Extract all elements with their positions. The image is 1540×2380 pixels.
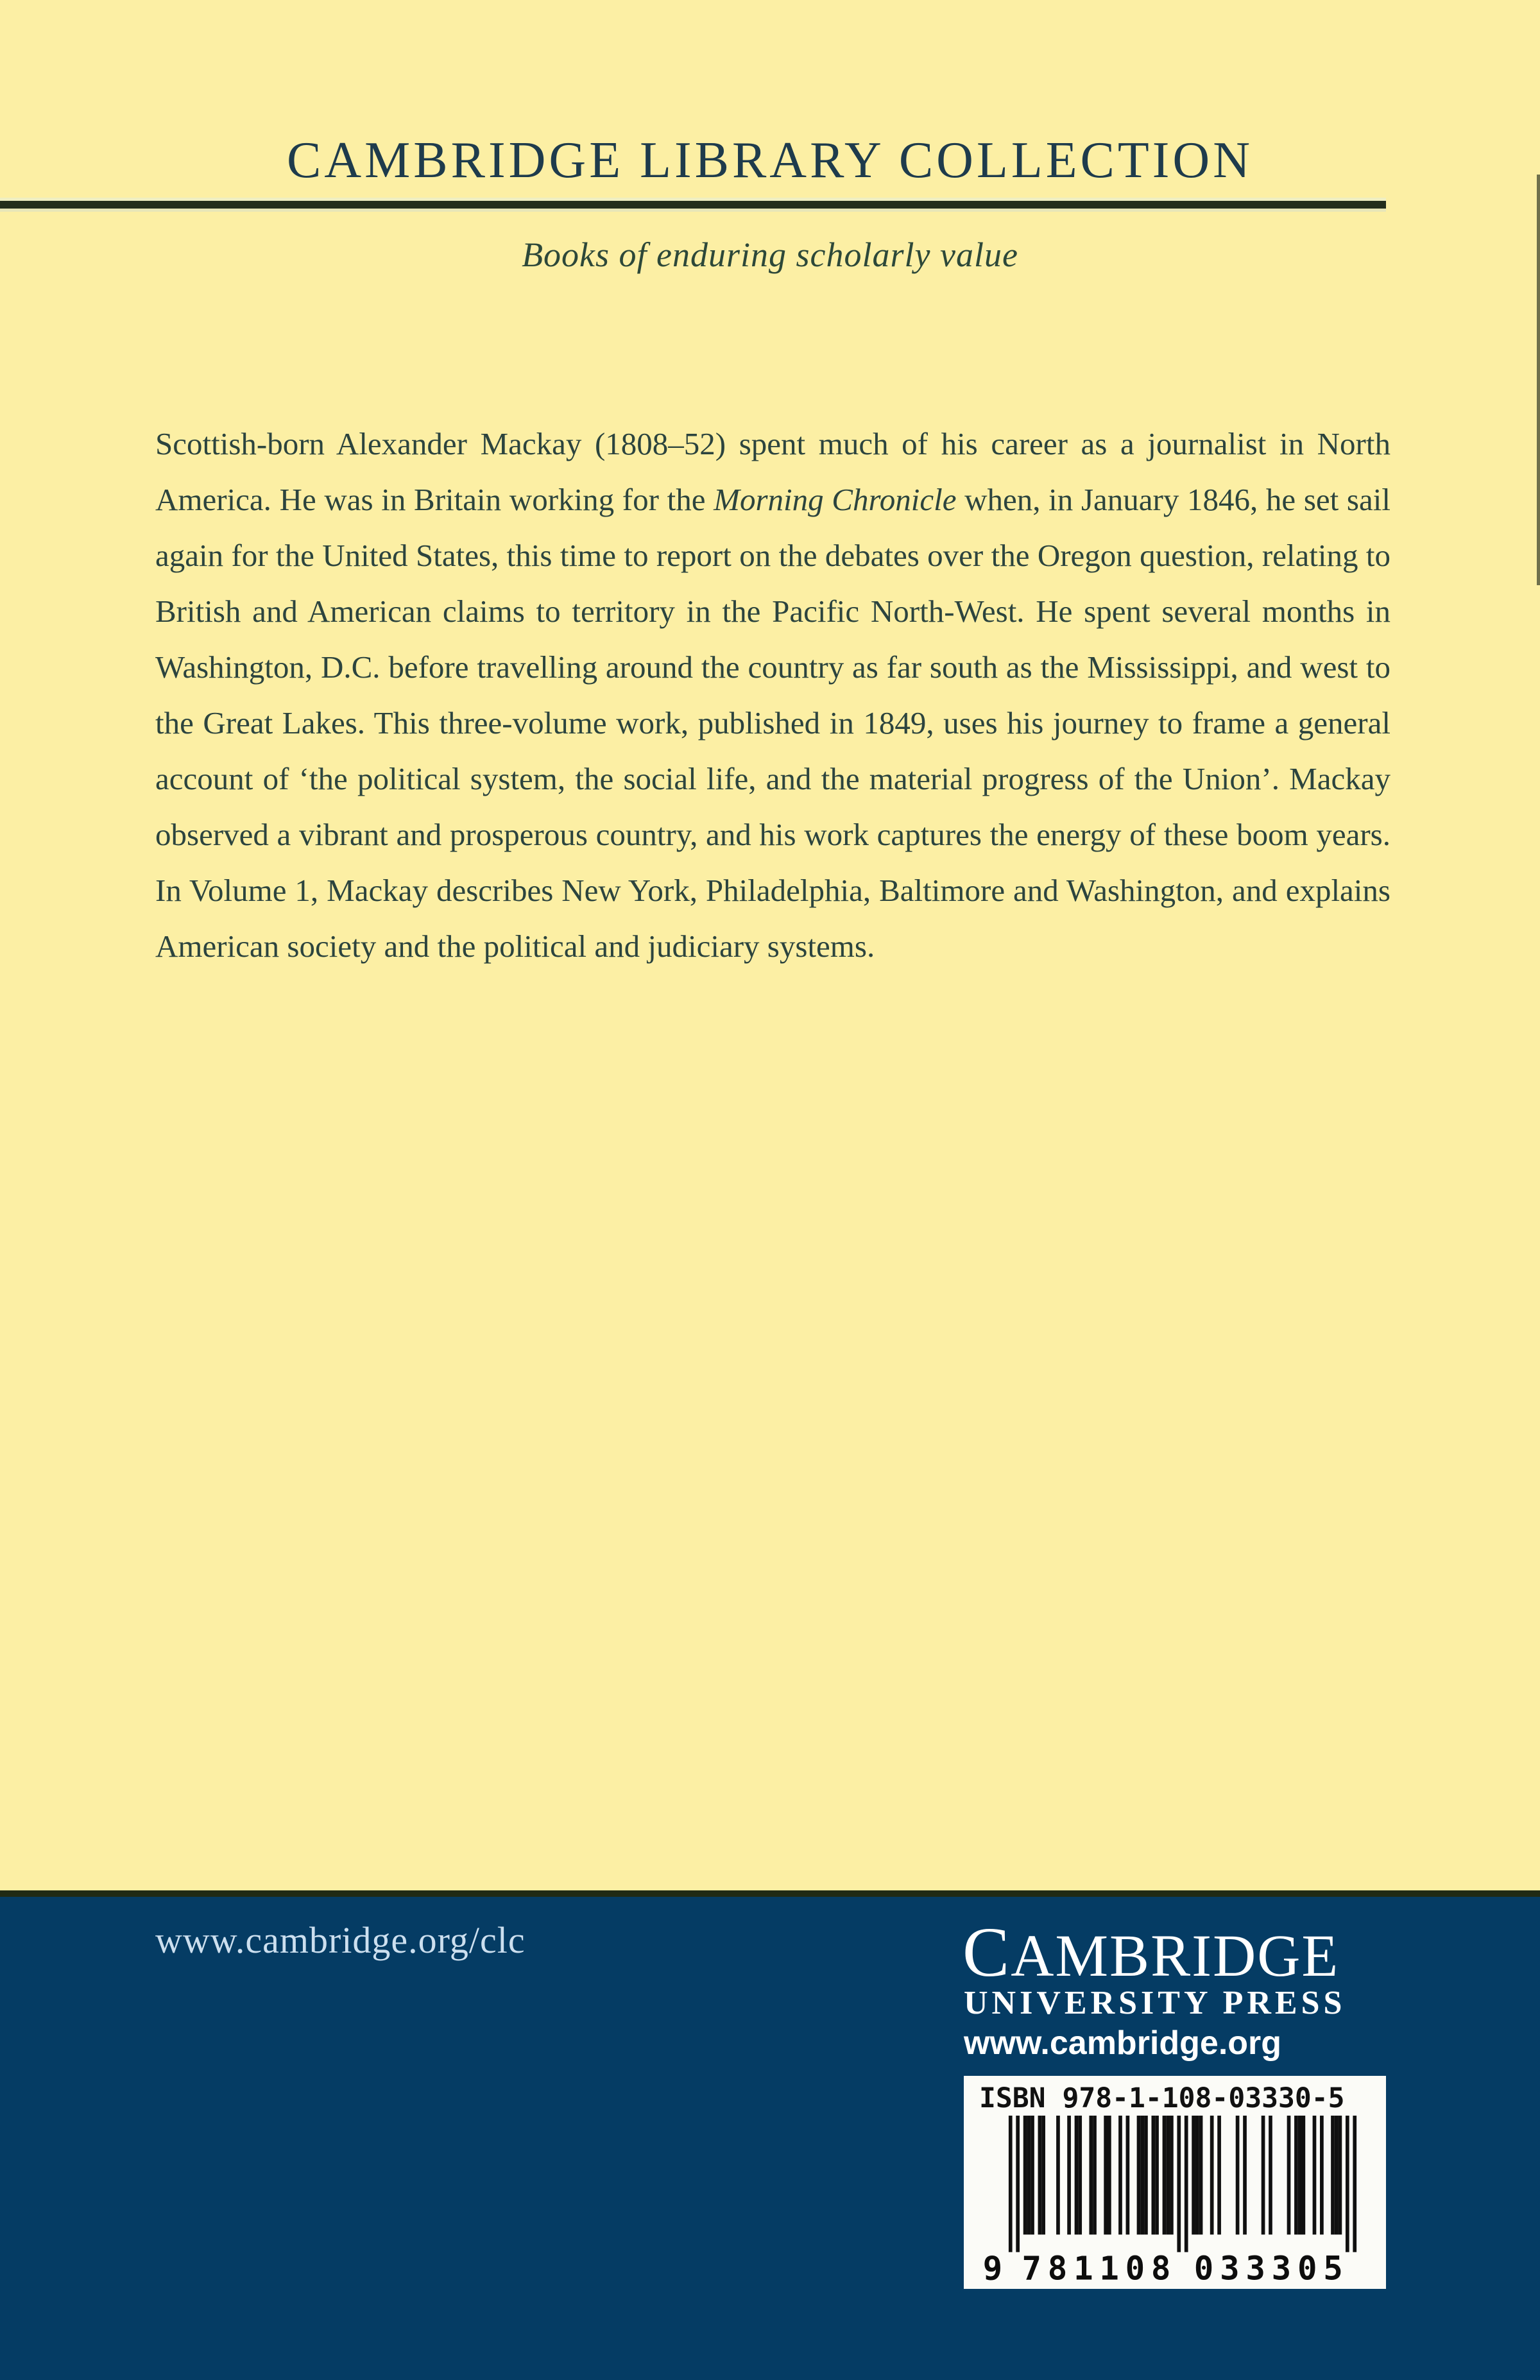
publisher-url: www.cambridge.org [964, 2025, 1282, 2062]
svg-text:781108: 781108 [1022, 2249, 1177, 2288]
svg-text:033305: 033305 [1194, 2249, 1349, 2288]
publisher-logo-university-press: UNIVERSITY PRESS [964, 1985, 1346, 2021]
book-description [155, 416, 1390, 974]
description-text-end: when, in January 1846, he set sail again for the United States, this time to report on the debates over the Oregon question, relating to British and American claims to territory in the Pacific North-West. He spent several months in Washington, D.C. before travelling around the country as far south as the Mississippi, and west to the Great Lakes. This three-volume work, published in 1849, uses his journey to frame a general account of ‘the political system, the social life, and the material progress of the Union’. Mackay observed a vibrant and prosperous country, and his work captures the energy of these boom years. In Volume 1, Mackay describes New York, Philadelphia, Baltimore and Washington, and explains American society and the political and judiciary systems. [155, 482, 1390, 964]
isbn-number: ISBN 978-1-108-03330-5 [979, 2082, 1345, 2114]
series-tagline: Books of enduring scholarly value [522, 235, 1018, 274]
publisher-band [0, 1890, 1540, 2380]
description-text-start: Scottish-born Alexander Mackay (1808–52) spent much of his career as a journalist in North America. He was in Britain working for the [155, 426, 1390, 517]
publisher-logo-cambridge: CAMBRIDGE [963, 1913, 1340, 1991]
isbn-box [964, 2076, 1386, 2289]
description-italic-title: Morning Chronicle [714, 482, 957, 517]
collection-url: www.cambridge.org/clc [155, 1919, 526, 1961]
page-edge-scan-mark [1537, 175, 1540, 585]
series-title: CAMBRIDGE LIBRARY COLLECTION [287, 132, 1253, 189]
ean13-barcode [980, 2116, 1365, 2286]
svg-text:9: 9 [982, 2249, 1003, 2288]
title-rule [0, 198, 1386, 212]
